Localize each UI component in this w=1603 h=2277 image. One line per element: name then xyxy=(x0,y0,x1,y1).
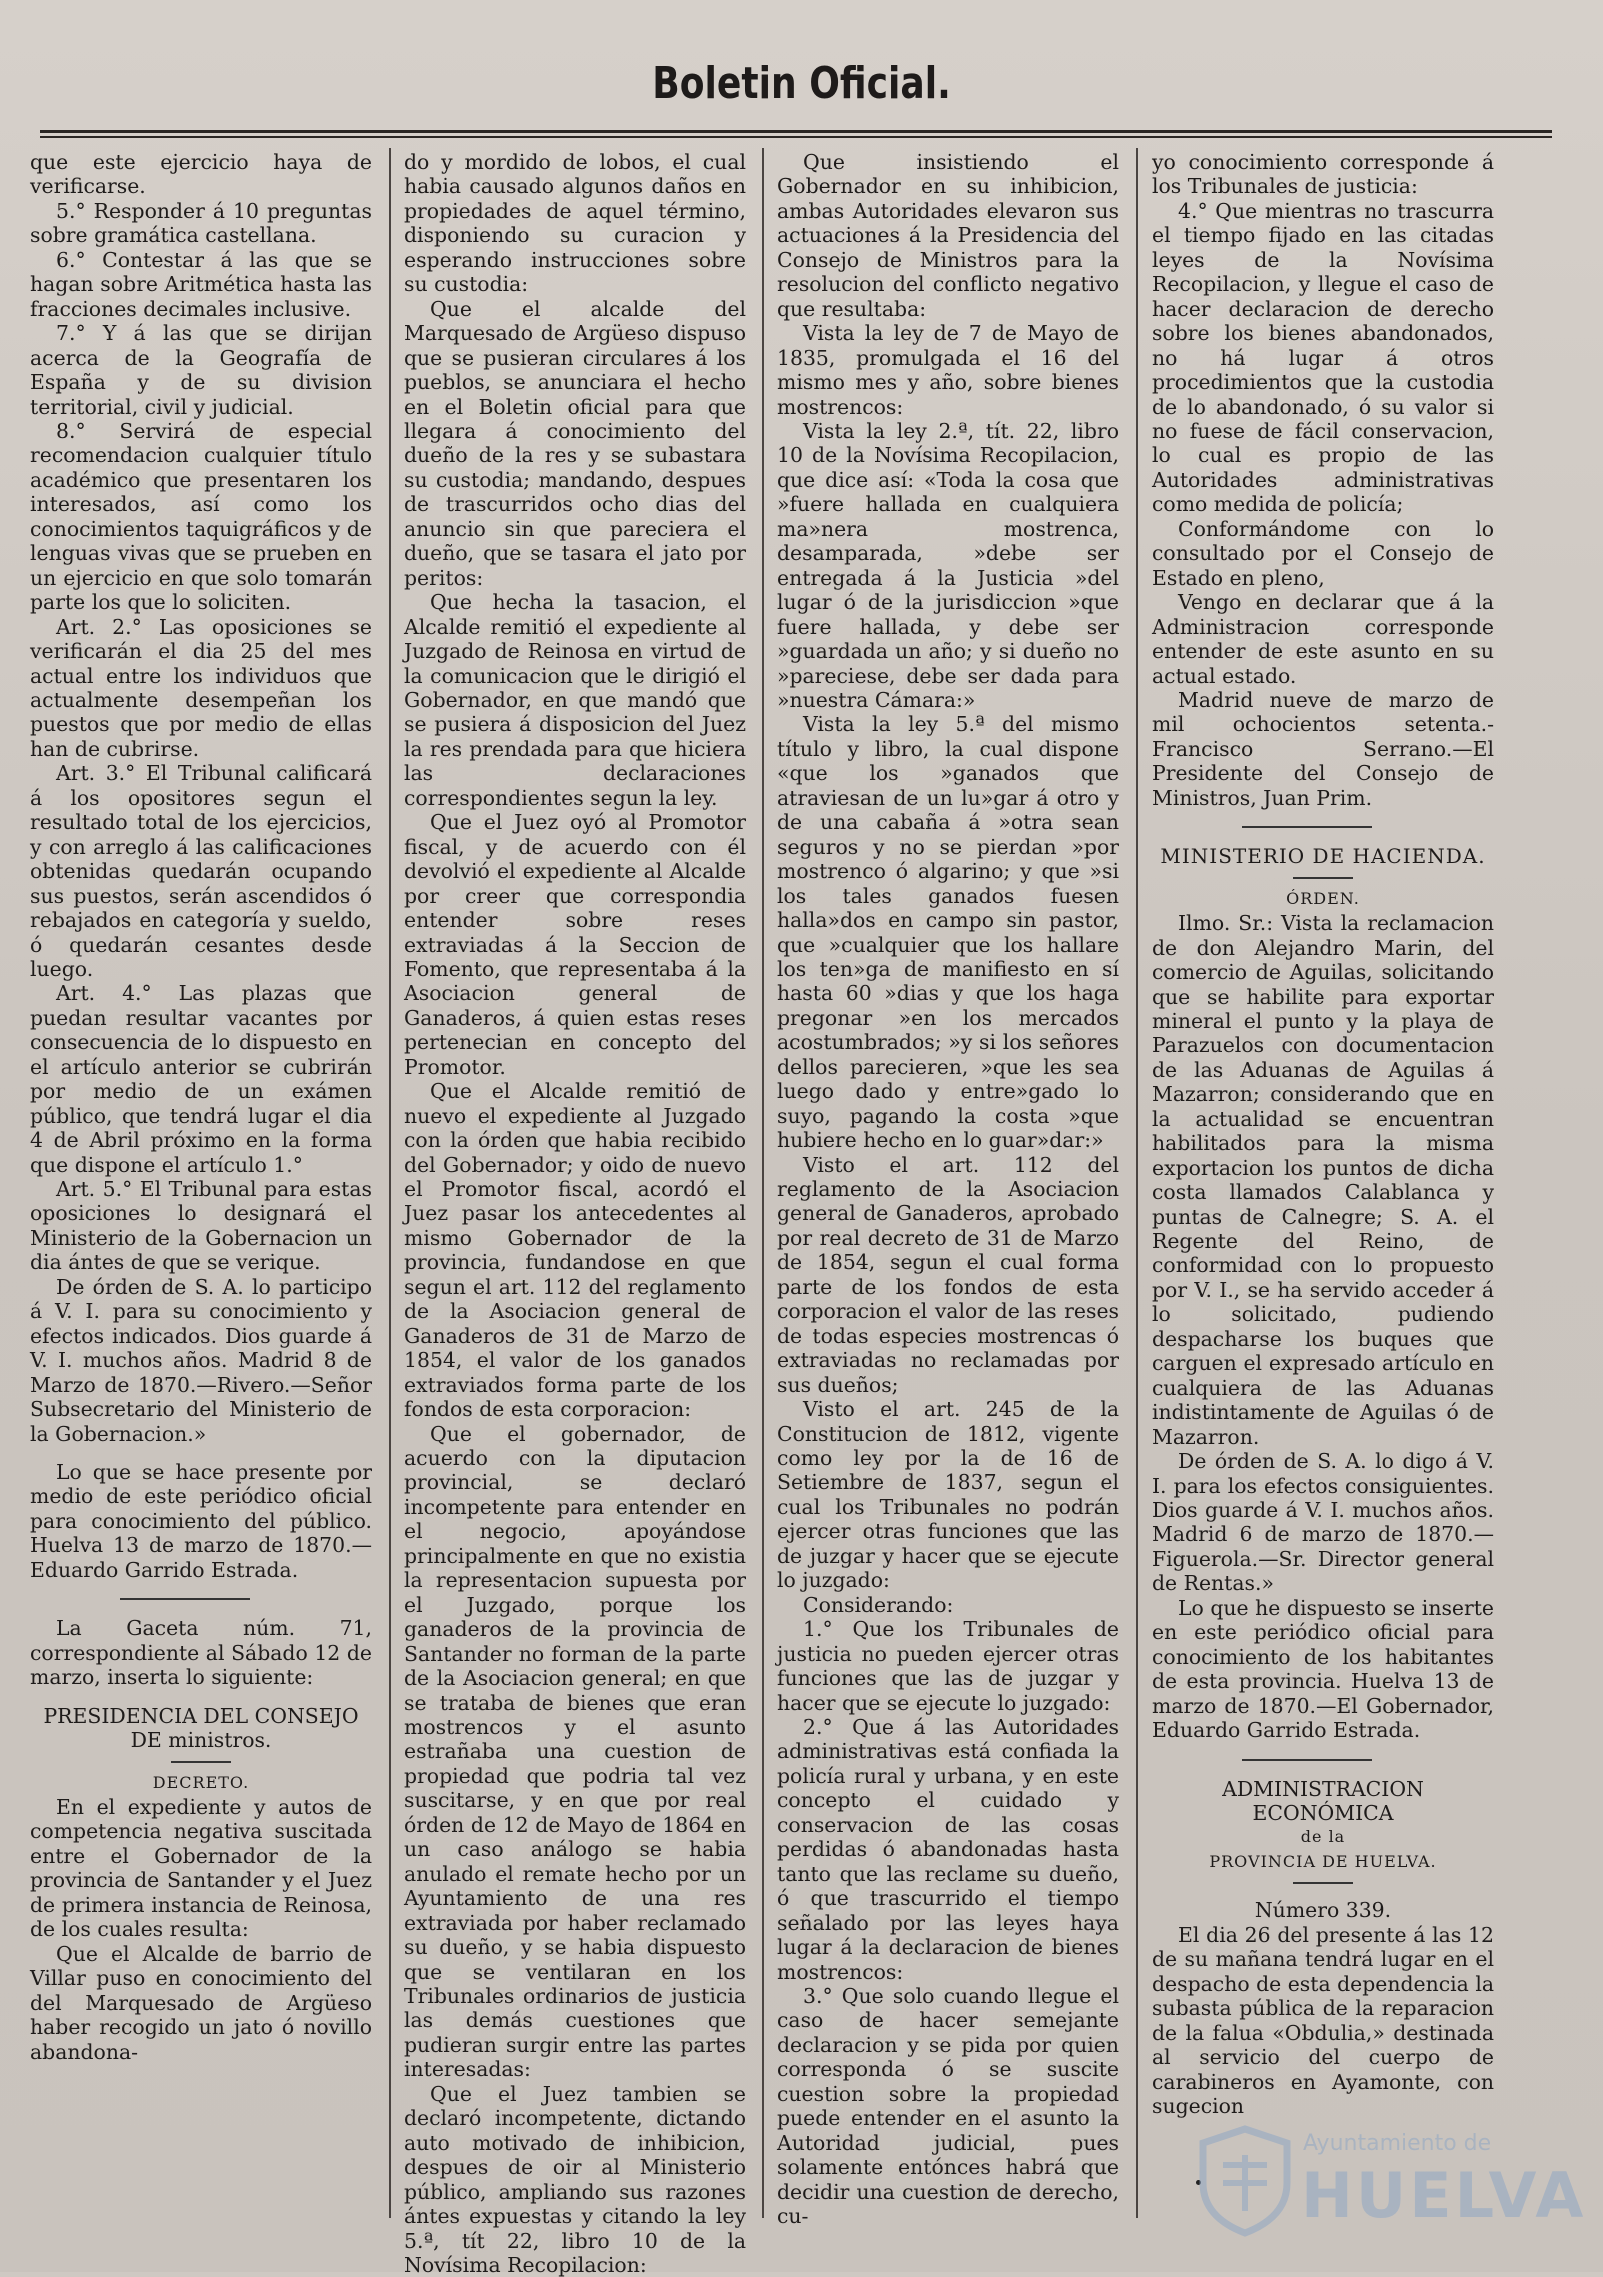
paragraph: Considerando: xyxy=(803,1592,954,1617)
paragraph: Que el Alcalde de barrio de Villar puso en conocimiento del del Marquesado de Argüeso haber recogido un jato ó novillo abandona- xyxy=(30,1941,372,2064)
section-rule xyxy=(1242,826,1372,828)
paragraph: Vista la ley 2.ª, tít. 22, libro 10 de la Novísima Recopilacion, que dice así: «Toda la cosa que »fuere hallada en cualquiera ma»nera mostrenca, desamparada, »debe ser entregada á la Justicia »del lugar ó de la jurisdiccion »que fuere hallada, y debe ser »guardada un año; y si dueño no »pareciese, debe ser dada para »nuestra Cámara:» xyxy=(777,418,1119,712)
heading-rule xyxy=(171,1761,231,1763)
paragraph: Que hecha la tasacion, el Alcalde remitió el expediente al Juzgado de Reinosa en virtud de la comunicacion que le dirigió el Gobernador, en que mandó que se pusiera á disposicion del Juez la res prendada para que hiciera las declaraciones correspondientes segun la ley. xyxy=(404,590,746,810)
heading-rule xyxy=(1293,1882,1353,1884)
section-rule xyxy=(1242,1759,1372,1761)
paragraph: 5.° Responder á 10 preguntas sobre gramática castellana. xyxy=(30,198,372,248)
column-1 xyxy=(30,150,372,2220)
watermark xyxy=(1195,2125,1587,2240)
masthead-title: Boletin Oficial. xyxy=(652,58,951,109)
paragraph: Conformándome con lo consultado por el Consejo de Estado en pleno, xyxy=(1152,516,1494,590)
paragraph: DECRETO. xyxy=(152,1772,250,1792)
heading-rule xyxy=(1293,877,1353,879)
paragraph: 4.° Que mientras no trascurra el tiempo fijado en las citadas leyes de la Novísima Recopilacion, y llegue el caso de hacer declaracion de derecho sobre los bienes abandonados, no há lugar á otros procedimientos que la custodia de lo abandonado, ó su valor si no fuese de fácil conservacion, lo cual es propio de las Autoridades administrativas como medida de policía; xyxy=(1152,198,1494,517)
paragraph: Art. 5.° El Tribunal para estas oposiciones lo designará el Ministerio de la Gobernacion un dia ántes de que se verique. xyxy=(30,1177,372,1275)
paragraph: 6.° Contestar á las que se hagan sobre Aritmética hasta las fracciones decimales inclusive. xyxy=(30,247,372,321)
paragraph: Art. 2.° Las oposiciones se verificarán el dia 25 del mes actual entre los individuos que actualmente desempeñan los puestos que por medio de ellas han de cubrirse. xyxy=(30,614,372,761)
city-crest-icon xyxy=(1195,2125,1295,2237)
paragraph: 7.° Y á las que se dirijan acerca de la Geografía de España y de su division territorial, civil y judicial. xyxy=(30,321,372,419)
column-4 xyxy=(1152,150,1494,2220)
paragraph: Que el Alcalde remitió de nuevo el expediente al Juzgado con la órden que habia recibido del Gobernador; y oido de nuevo el Promotor fiscal, acordó el Juez pasar los antecedentes al mismo Gobernador de la provincia, fundandose en que segun el art. 112 del reglamento de la Asociacion general de Ganaderos de 31 de Marzo de 1854, el valor de los ganados extraviados forma parte de los fondos de esta corporacion: xyxy=(404,1079,746,1422)
column-divider xyxy=(1136,148,1138,2218)
paragraph: PRESIDENCIA DEL CONSEJO DE ministros. xyxy=(43,1703,359,1753)
paragraph: Lo que he dispuesto se inserte en este periódico oficial para conocimiento de los habitantes de esta provincia. Huelva 13 de marzo de 1870.—El Gobernador, Eduardo Garrido Estrada. xyxy=(1152,1595,1494,1743)
paragraph: Art. 4.° Las plazas que puedan resultar vacantes por consecuencia de lo dispuesto en el artículo anterior se cubrirán por medio de un exámen público, que tendrá lugar el dia 4 de Abril próximo en la forma que dispone el artículo 1.° xyxy=(30,981,372,1177)
paragraph: Que insistiendo el Gobernador en su inhibicion, ambas Autoridades elevaron sus actuaciones á la Presidencia del Consejo de Ministros para la resolucion del conflicto negativo que resultaba: xyxy=(777,150,1119,321)
paragraph: yo conocimiento corresponde á los Tribunales de justicia: xyxy=(1152,150,1494,199)
paragraph: 8.° Servirá de especial recomendacion cualquier título académico que presentaren los interesados, así como los conocimientos taquigráficos y de lenguas vivas que se prueben en un ejercicio en que solo tomarán parte los que lo soliciten. xyxy=(30,418,372,615)
watermark-title: HUELVA xyxy=(1301,2159,1587,2232)
paragraph: de la xyxy=(1300,1827,1346,1847)
paragraph: 3.° Que solo cuando llegue el caso de hacer semejante declaracion y se pida por quien corresponda ó se suscite cuestion sobre la propiedad puede entender en el asunto la Autoridad judicial, pues solamente entónces habrá que decidir una cuestion de derecho, cu- xyxy=(777,1983,1119,2229)
watermark-subtitle: Ayuntamiento de xyxy=(1303,2131,1492,2156)
paragraph: ADMINISTRACION ECONÓMICA xyxy=(1222,1776,1424,1825)
paragraph: Número 339. xyxy=(1254,1898,1392,1923)
paragraph: MINISTERIO DE HACIENDA. xyxy=(1160,844,1486,869)
paragraph: Art. 3.° El Tribunal calificará á los opositores segun el resultado total de los ejercicios, y con arreglo á las calificaciones obtenidas quedarán ocupando sus puestos, serán ascendidos ó rebajados en categoría y sueldo, ó quedarán cesantes desde luego. xyxy=(30,761,372,981)
paragraph: Ilmo. Sr.: Vista la reclamacion de don Alejandro Marin, del comercio de Aguilas, solicitando que se habilite para exportar mineral el punto y la playa de Parazuelos con documentacion de las Aduanas de Aguilas á Mazarron; considerando que en la actualidad se encuentran habilitados para la misma exportacion los puntos de dicha costa llamados Calablanca y puntas de Calnegre; S. A. el Regente del Reino, de conformidad con lo propuesto por V. I., se ha servido acceder á lo solicitado, pudiendo despacharse los buques que carguen el expresado artículo en cualquiera de las Aduanas indistintamente de Aguilas ó de Mazarron. xyxy=(1152,911,1494,1449)
paragraph: Vengo en declarar que á la Administracion corresponde entender de este asunto en su actual estado. xyxy=(1152,590,1494,688)
masthead-rule xyxy=(40,130,1552,138)
paragraph: En el expediente y autos de competencia negativa suscitada entre el Gobernador de la provincia de Santander y el Juez de primera instancia de Reinosa, de los cuales resulta: xyxy=(30,1795,372,1942)
paragraph: Lo que se hace presente por medio de este periódico oficial para conocimiento del público. Huelva 13 de marzo de 1870.—Eduardo Garrido Estrada. xyxy=(30,1460,372,1582)
paragraph: Que el gobernador, de acuerdo con la diputacion provincial, se declaró incompetente para entender en el negocio, apoyándose principalmente en que no existia la representacion supuesta por el Juzgado, porque los ganaderos de la provincia de Santander no forman de la parte de la Asociacion general; en que se trataba de bienes que eran mostrencos y el asunto estrañaba una cuestion de propiedad que podria tal vez suscitarse, y en que por real órden de 12 de Mayo de 1864 en un caso análogo se habia anulado el remate hecho por un Ayuntamiento de una res extraviada por haber reclamado su dueño, y se habia dispuesto que se ventilaran en los Tribunales ordinarios de justicia las demás cuestiones que pudieran surgir entre las partes interesadas: xyxy=(404,1421,746,2082)
paragraph: Visto el art. 245 de la Constitucion de 1812, vigente como ley por la de 16 de Setiembre de 1837, segun el cual los Tribunales no podrán ejercer otras funciones que las de juzgar y hacer que se ejecute lo juzgado: xyxy=(777,1397,1119,1593)
column-3 xyxy=(777,150,1119,2229)
paragraph: De órden de S. A. lo digo á V. I. para los efectos consiguientes. Dios guarde á V. I. muchos años. Madrid 6 de marzo de 1870.—Figuerola.—Sr. Director general de Rentas.» xyxy=(1152,1449,1494,1596)
paragraph: El dia 26 del presente á las 12 de su mañana tendrá lugar en el despacho de esta dependencia la subasta pública de la reparacion de la falua «Obdulia,» destinada al servicio del cuerpo de carabineros en Ayamonte, con sugecion xyxy=(1152,1922,1494,2118)
column-divider xyxy=(762,148,764,2218)
paragraph: Vista la ley de 7 de Mayo de 1835, promulgada el 16 del mismo mes y año, sobre bienes mostrencos: xyxy=(777,321,1119,419)
paragraph: do y mordido de lobos, el cual habia causado algunos daños en propiedades de aquel término, disponiendo su curacion y esperando instrucciones sobre su custodia: xyxy=(404,150,746,297)
paragraph: Que el Juez tambien se declaró incompetente, dictando auto motivado de inhibicion, despues de oir al Ministerio público, ampliando sus razones ántes expuestas y citando la ley 5.ª, tít 22, libro 10 de la Novísima Recopilacion: xyxy=(404,2081,746,2277)
paragraph: que este ejercicio haya de verificarse. xyxy=(30,150,372,199)
paragraph: Que el Juez oyó al Promotor fiscal, y de acuerdo con él devolvió el expediente al Alcalde por creer que correspondia entender sobre reses extraviadas á la Seccion de Fomento, que representaba á la Asociacion general de Ganaderos, á quien estas reses pertenecian en concepto del Promotor. xyxy=(404,810,746,1079)
paragraph: Visto el art. 112 del reglamento de la Asociacion general de Ganaderos, aprobado por real decreto de 31 de Marzo de 1854, segun el cual forma parte de los fondos de esta corporacion el valor de las reses de todas especies mostrencas ó extraviadas no reclamadas por sus dueños; xyxy=(777,1152,1119,1397)
paragraph: Que el alcalde del Marquesado de Argüeso dispuso que se pusieran circulares á los pueblos, se anunciara el hecho en el Boletin oficial para que llegara á conocimiento del dueño de la res y se subastara su custodia; mandando, despues de trascurridos ocho dias del anuncio sin que pareciera el dueño, que se tasara el jato por peritos: xyxy=(404,296,746,590)
paragraph: Vista la ley 5.ª del mismo título y libro, la cual dispone «que los »ganados que atraviesan de un lu»gar á otro y de una cabaña á »otra sean seguros y no se pierdan »por mostrenco ó algarino; y que »si los tales ganados fuesen halla»dos en campo sin pastor, que »cualquier que los hallare los ten»ga de manifiesto en sí hasta 60 »dias y que los haga pregonar »en los mercados acostumbrados; »y si los señores dellos parecieren, »que les sea luego dado y entre»gado lo suyo, pagando la costa »que hubiere hecho en lo guar»dar:» xyxy=(777,712,1119,1153)
section-rule xyxy=(120,1598,250,1600)
paragraph: Madrid nueve de marzo de mil ochocientos setenta.-Francisco Serrano.—El Presidente del Consejo de Ministros, Juan Prim. xyxy=(1152,687,1494,810)
column-2 xyxy=(404,150,746,2277)
paragraph: La Gaceta núm. 71, correspondiente al Sábado 12 de marzo, inserta lo siguiente: xyxy=(30,1616,372,1690)
paragraph: ÓRDEN. xyxy=(1286,888,1360,908)
paragraph: 1.° Que los Tribunales de justicia no pueden ejercer otras funciones que las de juzgar y hacer que se ejecute lo juzgado: xyxy=(777,1617,1119,1715)
paragraph: De órden de S. A. lo participo á V. I. para su conocimiento y efectos indicados. Dios guarde á V. I. muchos años. Madrid 8 de Marzo de 1870.—Rivero.—Señor Subsecretario del Ministerio de la Gobernacion.» xyxy=(30,1274,372,1446)
paragraph: 2.° Que á las Autoridades administrativas está confiada la policía rural y urbana, y en este concepto el cuidado y conservacion de las cosas perdidas ó abandonadas hasta tanto que las reclame su dueño, ó que trascurrido el tiempo señalado por las leyes haya lugar á la declaracion de bienes mostrencos: xyxy=(777,1715,1119,1984)
paragraph: PROVINCIA DE HUELVA. xyxy=(1209,1851,1437,1871)
column-divider xyxy=(389,148,391,2218)
